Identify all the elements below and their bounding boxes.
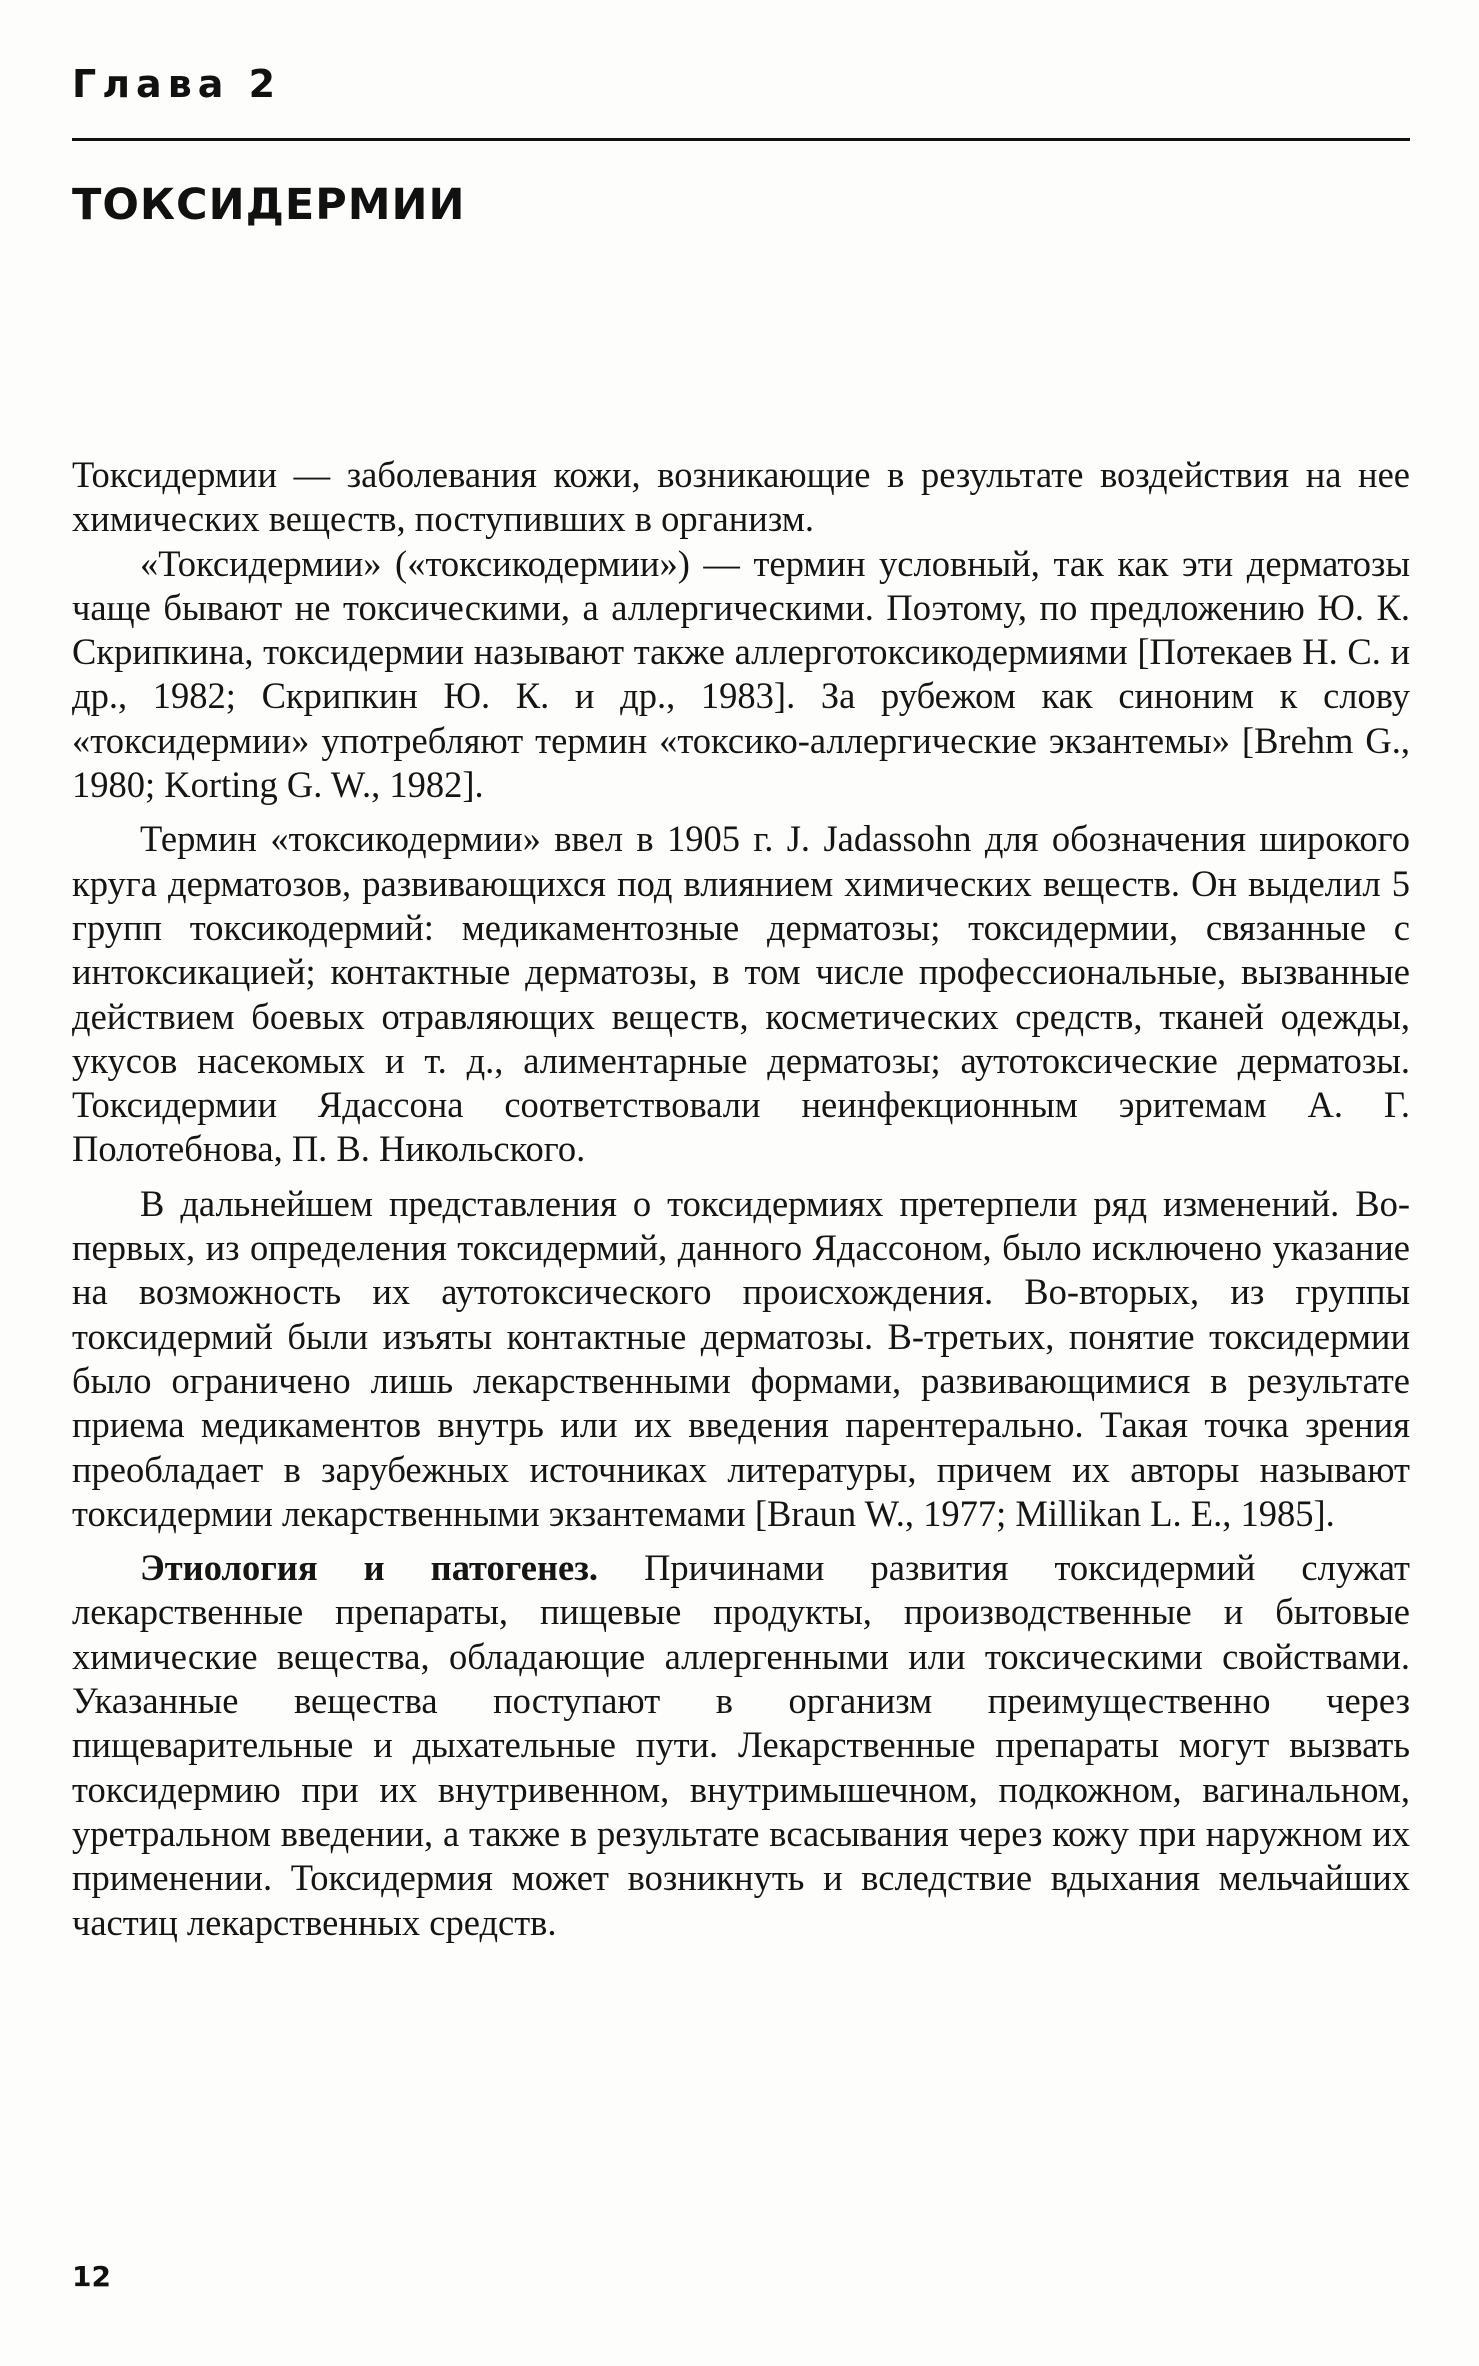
page-number: 12: [72, 2260, 111, 2293]
paragraph-term: «Токсидермии» («токсикодермии») — термин условный, так как эти дерматозы чаще бывают не токсическими, а аллергическими. Поэтому, по предложению Ю. К. Скрипкина, токсидермии называют также аллерготоксикодермиями [Потекаев Н. С. и др., 1982; Скрипкин Ю. К. и др., 1983]. За рубежом как синоним к слову «токсидермии» употребляют термин «токсико-аллергические экзантемы» [Brehm G., 1980; Korting G. W., 1982].: [72, 542, 1410, 806]
paragraph-definition: Токсидермии — заболевания кожи, возникающие в результате воздействия на нее химических веществ, поступивших в организм.: [72, 454, 1410, 540]
paragraph-etiology: [72, 1546, 1410, 1945]
paragraph-changes: В дальнейшем представления о токсидермиях претерпели ряд изменений. Во-первых, из определения токсидермий, данного Ядассоном, было исключено указание на возможность их аутотоксического происхождения. Во-вторых, из группы токсидермий были изъяты контактные дерматозы. В-третьих, понятие токсидермии было ограничено лишь лекарственными формами, развивающимися в результате приема медикаментов внутрь или их введения парентерально. Такая точка зрения преобладает в зарубежных источниках литературы, причем их авторы называют токсидермии лекарственными экзантемами [Braun W., 1977; Millikan L. E., 1985].: [72, 1182, 1410, 1534]
etiology-text: Причинами развития токсидермий служат лекарственные препараты, пищевые продукты, производственные и бытовые химические вещества, обладающие аллергенными или токсическими свойствами. Указанные вещества поступают в организм преимущественно через пищеварительные и дыхательные пути. Лекарственные препараты могут вызвать токсидермию при их внутривенном, внутримышечном, подкожном, вагинальном, уретральном введении, а также в результате всасывания через кожу при наружном их применении. Токсидермия может возникнуть и вследствие вдыхания мельчайших частиц лекарственных средств.: [72, 1547, 1411, 1943]
etiology-heading: Этиология и патогенез.: [140, 1547, 599, 1589]
body-text: [72, 453, 1410, 1945]
header-divider: [72, 138, 1410, 141]
chapter-label: Глава 2: [72, 62, 282, 106]
paragraph-history: Термин «токсикодермии» ввел в 1905 г. J. Jadassohn для обозначения широкого круга дерматозов, развивающихся под влиянием химических веществ. Он выделил 5 групп токсикодермий: медикаментозные дерматозы; токсидермии, связанные с интоксикацией; контактные дерматозы, в том числе профессиональные, вызванные действием боевых отравляющих веществ, косметических средств, тканей одежды, укусов насекомых и т. д., алиментарные дерматозы; аутотоксические дерматозы. Токсидермии Ядассона соответствовали неинфекционным эритемам А. Г. Полотебнова, П. В. Никольского.: [72, 818, 1410, 1170]
chapter-title: ТОКСИДЕРМИИ: [72, 180, 466, 230]
